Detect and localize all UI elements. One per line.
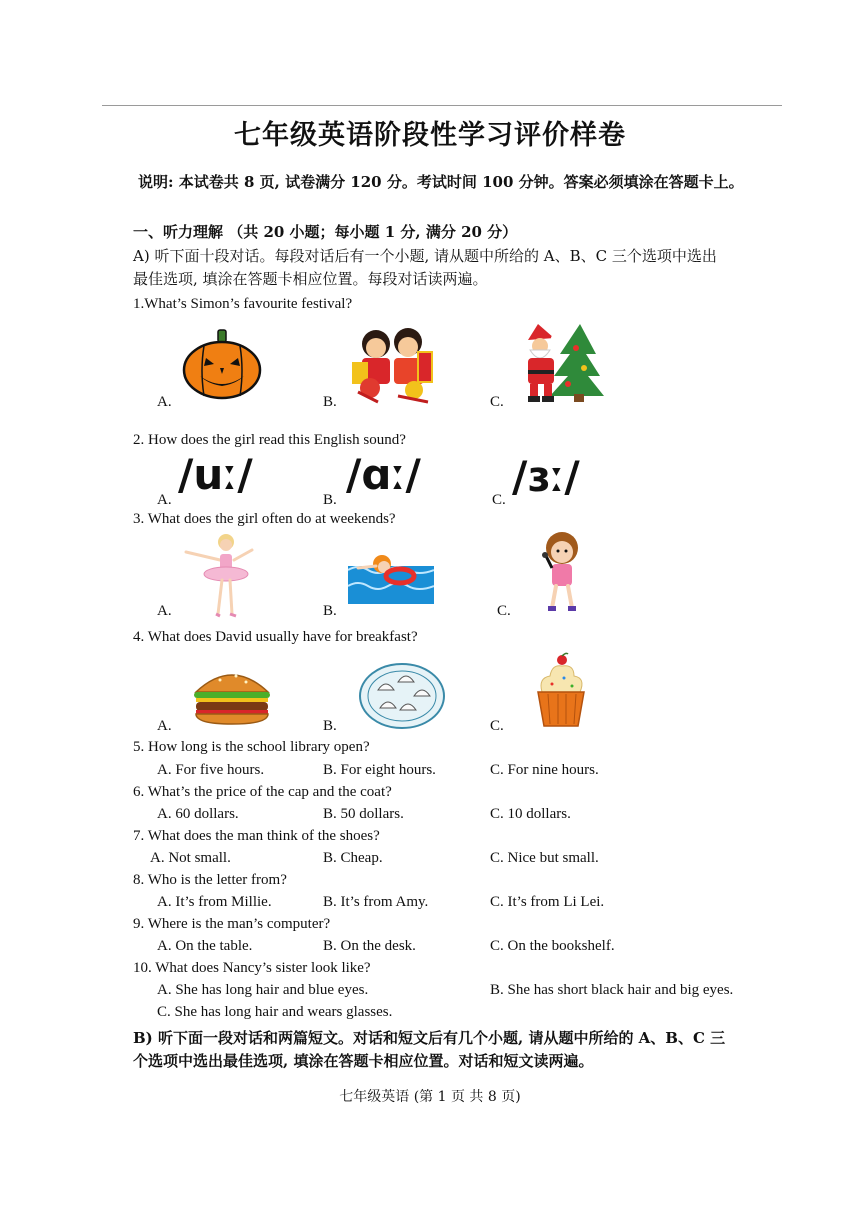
singing-girl-icon (530, 530, 594, 614)
question-5: 5. How long is the school library open? (133, 739, 370, 755)
q5-option-a: A. For five hours. (157, 762, 265, 778)
q7-option-b: B. Cheap. (323, 850, 383, 866)
dumplings-icon (358, 660, 446, 732)
top-rule (102, 105, 782, 106)
question-2: 2. How does the girl read this English sound? (133, 432, 406, 448)
question-6: 6. What’s the price of the cap and the coat? (133, 784, 392, 800)
page-title: 七年级英语阶段性学习评价样卷 (234, 120, 626, 151)
q4-option-b: B. (323, 718, 337, 734)
q10-option-b: B. She has short black hair and big eyes. (490, 982, 734, 998)
q7-option-a: A. Not small. (150, 850, 231, 866)
q9-option-a: A. On the table. (157, 938, 253, 954)
q1-option-a: A. (157, 394, 172, 410)
phonetic-symbol-b: /ɑː/ (346, 450, 421, 499)
q1-option-b: B. (323, 394, 337, 410)
q8-option-b: B. It’s from Amy. (323, 894, 429, 910)
question-3: 3. What does the girl often do at weekends? (133, 511, 396, 527)
q10-option-c: C. She has long hair and wears glasses. (157, 1004, 393, 1020)
q4-option-c: C. (490, 718, 504, 734)
swimming-icon (348, 546, 434, 604)
page-footer: 七年级英语 (第 1 页 共 8 页) (339, 1089, 521, 1105)
q8-option-c: C. It’s from Li Lei. (490, 894, 605, 910)
q2-option-b: B. (323, 492, 337, 508)
spring-festival-icon (348, 322, 438, 404)
hamburger-icon (190, 666, 274, 726)
question-1: 1.What’s Simon’s favourite festival? (133, 296, 353, 312)
ballet-dancer-icon (184, 530, 254, 620)
part-a-instructions-1: A) 听下面十段对话。每段对话后有一个小题, 请从题中所给的 A、B、C 三个选项中选出 (133, 247, 717, 265)
q8-option-a: A. It’s from Millie. (157, 894, 272, 910)
cupcake-icon (532, 652, 590, 730)
q4-option-a: A. (157, 718, 172, 734)
q6-option-a: A. 60 dollars. (157, 806, 239, 822)
q2-option-a: A. (157, 492, 172, 508)
q6-option-b: B. 50 dollars. (323, 806, 404, 822)
question-9: 9. Where is the man’s computer? (133, 916, 331, 932)
q5-option-b: B. For eight hours. (323, 762, 436, 778)
question-4: 4. What does David usually have for breakfast? (133, 629, 418, 645)
exam-instructions: 说明: 本试卷共 8 页, 试卷满分 120 分。考试时间 100 分钟。答案必须填涂在答题卡上。 (138, 173, 744, 191)
q6-option-c: C. 10 dollars. (490, 806, 571, 822)
question-10: 10. What does Nancy’s sister look like? (133, 960, 371, 976)
question-8: 8. Who is the letter from? (133, 872, 287, 888)
q9-option-c: C. On the bookshelf. (490, 938, 615, 954)
q9-option-b: B. On the desk. (323, 938, 416, 954)
q2-option-c: C. (492, 492, 506, 508)
part-b-instructions-2: 个选项中选出最佳选项, 填涂在答题卡相应位置。对话和短文读两遍。 (133, 1052, 594, 1070)
q3-option-c: C. (497, 603, 511, 619)
part-a-instructions-2: 最佳选项, 填涂在答题卡相应位置。每段对话读两遍。 (133, 270, 488, 288)
part-b-instructions-1: B) 听下面一段对话和两篇短文。对话和短文后有几个小题, 请从题中所给的 A、B、C 三 (133, 1029, 726, 1047)
q7-option-c: C. Nice but small. (490, 850, 599, 866)
pumpkin-icon (180, 328, 264, 400)
phonetic-symbol-a: /uː/ (178, 450, 253, 499)
section-heading: 一、听力理解 （共 20 小题；每小题 1 分, 满分 20 分） (133, 223, 518, 241)
christmas-icon (520, 318, 604, 404)
q3-option-a: A. (157, 603, 172, 619)
phonetic-symbol-c: /ɜː/ (512, 452, 580, 501)
question-7: 7. What does the man think of the shoes? (133, 828, 380, 844)
q5-option-c: C. For nine hours. (490, 762, 599, 778)
q1-option-c: C. (490, 394, 504, 410)
q10-option-a: A. She has long hair and blue eyes. (157, 982, 369, 998)
q3-option-b: B. (323, 603, 337, 619)
